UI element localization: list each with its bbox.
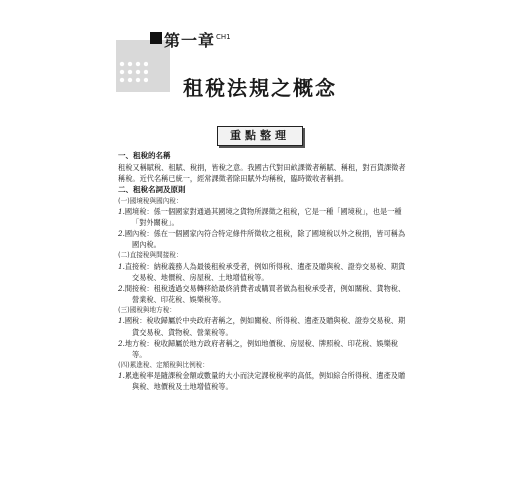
summary-heading-box: 重點整理 xyxy=(217,126,303,146)
chapter-code: CH1 xyxy=(216,33,231,41)
item-text: 地方稅：稅收歸屬於地方政府者稱之，例如地價稅、房屋稅、牌照稅、印花稅、娛樂稅等。 xyxy=(124,338,398,359)
list-item xyxy=(118,261,408,283)
list-item xyxy=(118,338,408,360)
subsection-heading: (四)累進稅、定額稅與比例稅： xyxy=(118,361,209,370)
item-text: 直接稅：納稅義務人為最後租稅承受者，例如所得稅、遺產及贈與稅、證券交易稅、期貨交易稅、地價稅、房屋稅、土地增值稅等。 xyxy=(124,261,406,282)
section-heading: 二、租稅名詞及原則 xyxy=(118,184,186,194)
list-item xyxy=(118,228,408,250)
item-number: 1. xyxy=(118,371,125,381)
document-body xyxy=(118,150,408,393)
chapter-marker-square xyxy=(150,32,162,44)
item-text: 累進稅率是隨課稅金額或數量的大小而決定課稅稅率的高低，例如綜合所得稅、遺產及贈與稅、地價稅及土地增值稅等。 xyxy=(124,371,406,392)
item-number: 1. xyxy=(118,316,125,326)
item-number: 2. xyxy=(118,229,125,239)
section-paragraph: 租稅又稱賦稅、租賦、稅捐，皆稅之意。我國古代對田畝課徵者稱賦、稱租，對百貨課徵者稱稅。近代名稱已統一，經常課徵者除田賦外均稱稅，臨時徵收者稱捐。 xyxy=(118,162,406,183)
subsection-heading: (二)直接稅與間接稅： xyxy=(118,251,183,260)
page-title: 租稅法規之概念 xyxy=(183,76,337,100)
item-text: 間接稅：租稅透過交易轉移給最終消費者或購買者做為租稅承受者，例如關稅、貨物稅、營業稅、印花稅、娛樂稅等。 xyxy=(124,283,406,305)
item-number: 2. xyxy=(118,283,125,293)
item-text: 國內稅：係在一個國家內符合特定條件所徵收之租稅，除了國境稅以外之稅捐，皆可稱為國內稅。 xyxy=(124,229,406,250)
item-number: 1. xyxy=(118,206,125,216)
section-heading: 一、租稅的名稱 xyxy=(118,151,171,160)
list-item xyxy=(118,315,408,337)
item-number: 1. xyxy=(118,261,125,271)
item-number: 2. xyxy=(118,338,125,348)
item-text: 國稅：稅收歸屬於中央政府者稱之，例如關稅、所得稅、遺產及贈與稅、證券交易稅、期貨交易稅、貨物稅、營業稅等。 xyxy=(124,316,406,337)
chapter-label: 第一章 xyxy=(164,31,216,50)
subsection-heading: (三)國稅與地方稅： xyxy=(118,306,176,315)
list-item xyxy=(118,206,408,228)
list-item xyxy=(118,283,408,305)
subsection-heading: (一)國境稅與國內稅： xyxy=(118,196,183,205)
list-item xyxy=(118,370,408,392)
item-text: 國境稅：係一個國家對通過其國境之貨物所課徵之租稅，它是一種「國境稅」，也是一種「對外關稅」。 xyxy=(124,206,402,227)
